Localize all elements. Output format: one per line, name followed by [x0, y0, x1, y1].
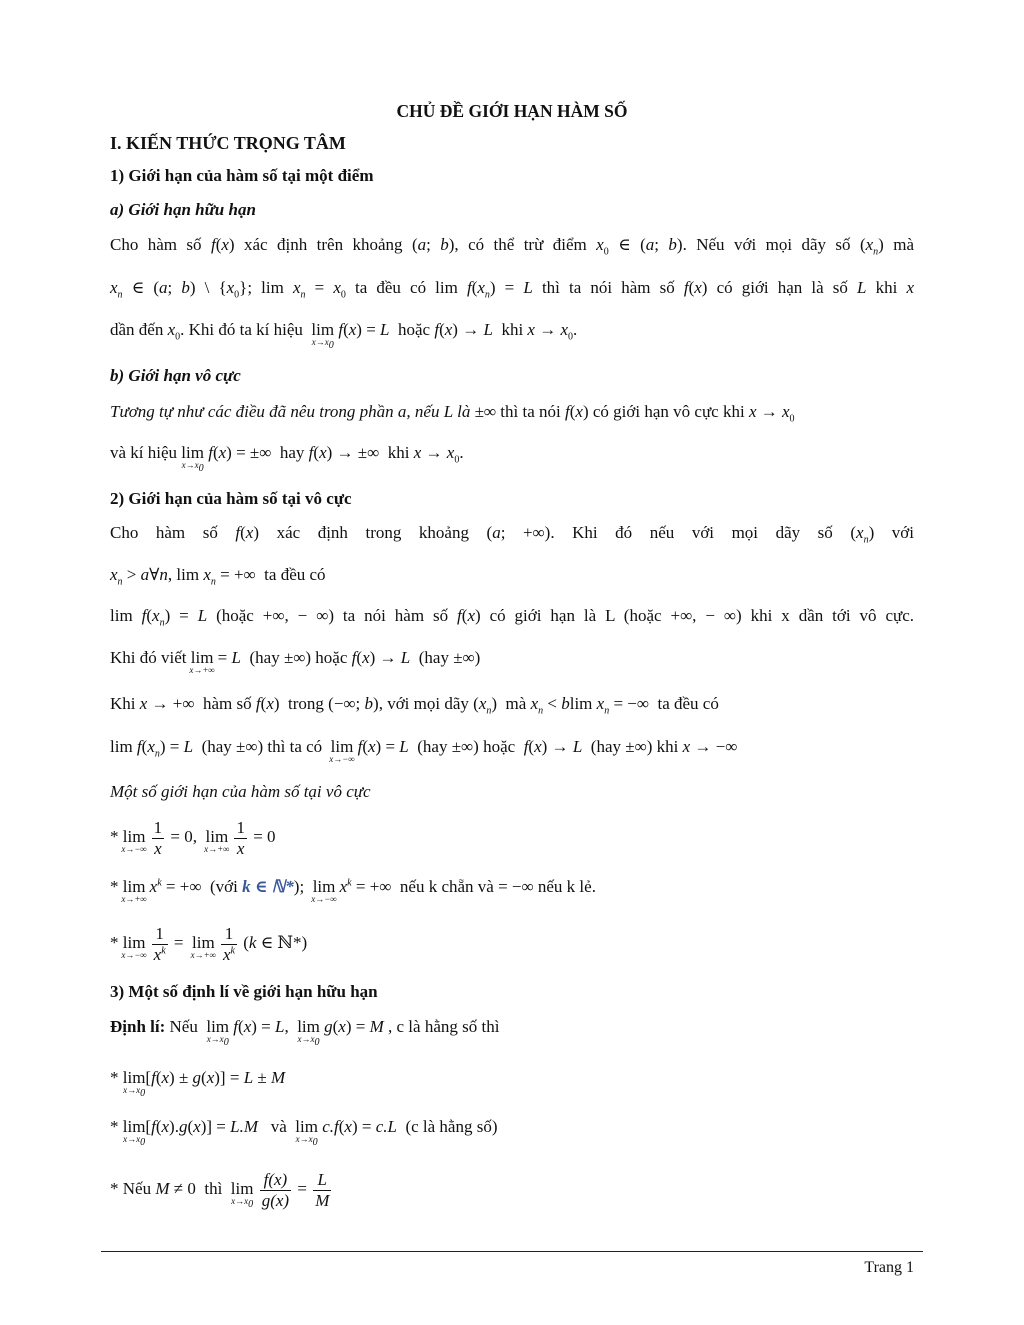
- para-3: dần đến $x_0$. Khi đó ta kí hiệu lim $x\to x_0$ f(x) = L hoặc f(x) → L khi $x \to x_0$.: [110, 320, 578, 351]
- para-2: $x_n$ ∈ (a; b) \ $\{x_0\}$; $\lim x_n = x_0$ ta đều có $\lim f(x_n) = L$ thì ta nói hàm số f(x) có giới hạn là số L khi x: [110, 278, 914, 301]
- formula-13: * lim x→−∞ $\frac{1}{x}$ = 0, lim x→+∞ $\frac{1}{x}$ = 0: [110, 818, 276, 858]
- formula-18: * lim $x\to x_0$ [f(x).g(x)] = L.M và lim $x\to x_0$ c.f(x) = c.L (c là hằng số): [110, 1117, 498, 1148]
- para-5: và kí hiệu lim $x\to x_0$ f(x) = ±∞ hay f(x) → ±∞ khi $x \to x_0$.: [110, 443, 464, 474]
- subheading-1: 1) Giới hạn của hàm số tại một điểm: [110, 166, 374, 185]
- subheading-1b: b) Giới hạn vô cực: [110, 366, 241, 385]
- formula-17: * lim $x\to x_0$ [f(x) ± g(x)] = L ± M: [110, 1068, 286, 1099]
- theorem: Định lí: Nếu lim $x\to x_0$ f(x) = L, lim $x\to x_0$ g(x) = M , c là hằng số thì: [110, 1017, 500, 1048]
- section-heading-1: I. KIẾN THỨC TRỌNG TÂM: [110, 133, 346, 153]
- formula-15: * lim x→−∞ $\frac{1}{x^k}$ = lim x→+∞ $\frac{1}{x^k}$ (k ∈ ℕ*): [110, 924, 308, 964]
- formula-19: * Nếu M ≠ 0 thì lim $x\to x_0$ $\frac{f(x)}{g(x)}$ = $\frac{L}{M}$: [110, 1170, 330, 1210]
- para-1: Cho hàm số f(x) xác định trên khoảng (a; b), có thể trừ điểm $x_0$ ∈ (a; b). Nếu với mọi dãy số $(x_n)$ mà: [110, 235, 915, 258]
- page-number: Trang 1: [864, 1259, 914, 1276]
- para-12: Một số giới hạn của hàm số tại vô cực: [110, 782, 371, 801]
- subheading-1a: a) Giới hạn hữu hạn: [110, 200, 256, 219]
- para-10: Khi x → +∞ hàm số f(x) trong (−∞; b), với mọi dãy $(x_n)$ mà $x_n < blim$ $x_n$ = −∞ ta đều có: [110, 694, 719, 717]
- subheading-2: 2) Giới hạn của hàm số tại vô cực: [110, 489, 352, 508]
- para-8: $\lim f(x_n) = L$ (hoặc +∞, − ∞) ta nói hàm số f(x) có giới hạn là L (hoặc +∞, − ∞) khi x dần tới vô cực.: [110, 606, 915, 629]
- subheading-3: 3) Một số định lí về giới hạn hữu hạn: [110, 982, 378, 1001]
- para-7: $x_n$ > a∀n, $\lim x_n$ = +∞ ta đều có: [110, 565, 326, 588]
- para-4: Tương tự như các điều đã nêu trong phần a, nếu L là ±∞ thì ta nói f(x) có giới hạn vô cực khi $x \to x_0$: [110, 402, 795, 425]
- para-11: $\lim f(x_n) = L$ (hay ±∞) thì ta có lim x→−∞ f(x) = L (hay ±∞) hoặc f(x) → L (hay ±∞) khi x → −∞: [110, 737, 738, 764]
- footer-divider: [101, 1251, 923, 1252]
- formula-14: * lim x→+∞ $x^k$ = +∞ (với k ∈ ℕ*); lim x→−∞ $x^k$ = +∞ nếu k chẵn và = −∞ nếu k lẻ.: [110, 877, 596, 904]
- para-6: Cho hàm số f(x) xác định trong khoảng (a; +∞). Khi đó nếu với mọi dãy số $(x_n)$ với: [110, 523, 914, 546]
- para-9: Khi đó viết lim x→+∞ = L (hay ±∞) hoặc f(x) → L (hay ±∞): [110, 648, 481, 675]
- page-title: CHỦ ĐỀ GIỚI HẠN HÀM SỐ: [396, 101, 628, 121]
